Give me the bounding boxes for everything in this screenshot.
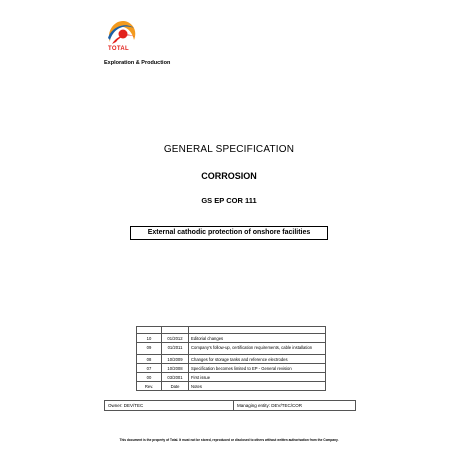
- table-row: [137, 355, 326, 364]
- table-row: [137, 334, 326, 343]
- rev-cell: 08: [137, 355, 162, 364]
- logo-wordmark: TOTAL: [108, 46, 129, 52]
- notes-cell: Editorial changes: [189, 334, 326, 343]
- ownership-row: [104, 400, 356, 411]
- date-cell: 10/2009: [162, 355, 189, 364]
- rev-cell: 00: [137, 373, 162, 382]
- table-header-row: [137, 382, 326, 391]
- revision-table: [136, 326, 326, 391]
- rev-cell: 07: [137, 364, 162, 373]
- date-cell: 01/2012: [162, 334, 189, 343]
- date-header: Date: [162, 382, 189, 391]
- table-row: [137, 364, 326, 373]
- rev-header: Rev.: [137, 382, 162, 391]
- table-row: [137, 327, 326, 334]
- notes-cell: Specification becomes limited to EP - General revision: [189, 364, 326, 373]
- notes-header: Notes: [189, 382, 326, 391]
- document-title: CORROSION: [201, 171, 257, 181]
- rev-cell: 09: [137, 343, 162, 355]
- date-cell: 01/2011: [162, 343, 189, 355]
- confidentiality-notice: This document is the property of Total. It must not be stored, reproduced or disclosed to others without written authorisation from the Company.: [119, 438, 339, 442]
- date-cell: 10/2008: [162, 364, 189, 373]
- table-row: [137, 343, 326, 355]
- division-label: Exploration & Production: [104, 60, 171, 66]
- document-subject: External cathodic protection of onshore facilities: [130, 226, 328, 240]
- document-category: GENERAL SPECIFICATION: [163, 144, 295, 155]
- table-row: [137, 373, 326, 382]
- document-reference: GS EP COR 111: [201, 196, 257, 205]
- managing-entity-label: Managing entity: DEV/TEC/COR: [233, 401, 302, 410]
- notes-cell: Company's follow-up, certification requirements, cable installation: [189, 343, 326, 355]
- notes-cell: First issue: [189, 373, 326, 382]
- rev-cell: 10: [137, 334, 162, 343]
- owner-label: Owner: DEV/TEC: [108, 403, 144, 408]
- notes-cell: Changes for storage tanks and reference electrodes: [189, 355, 326, 364]
- date-cell: 03/2001: [162, 373, 189, 382]
